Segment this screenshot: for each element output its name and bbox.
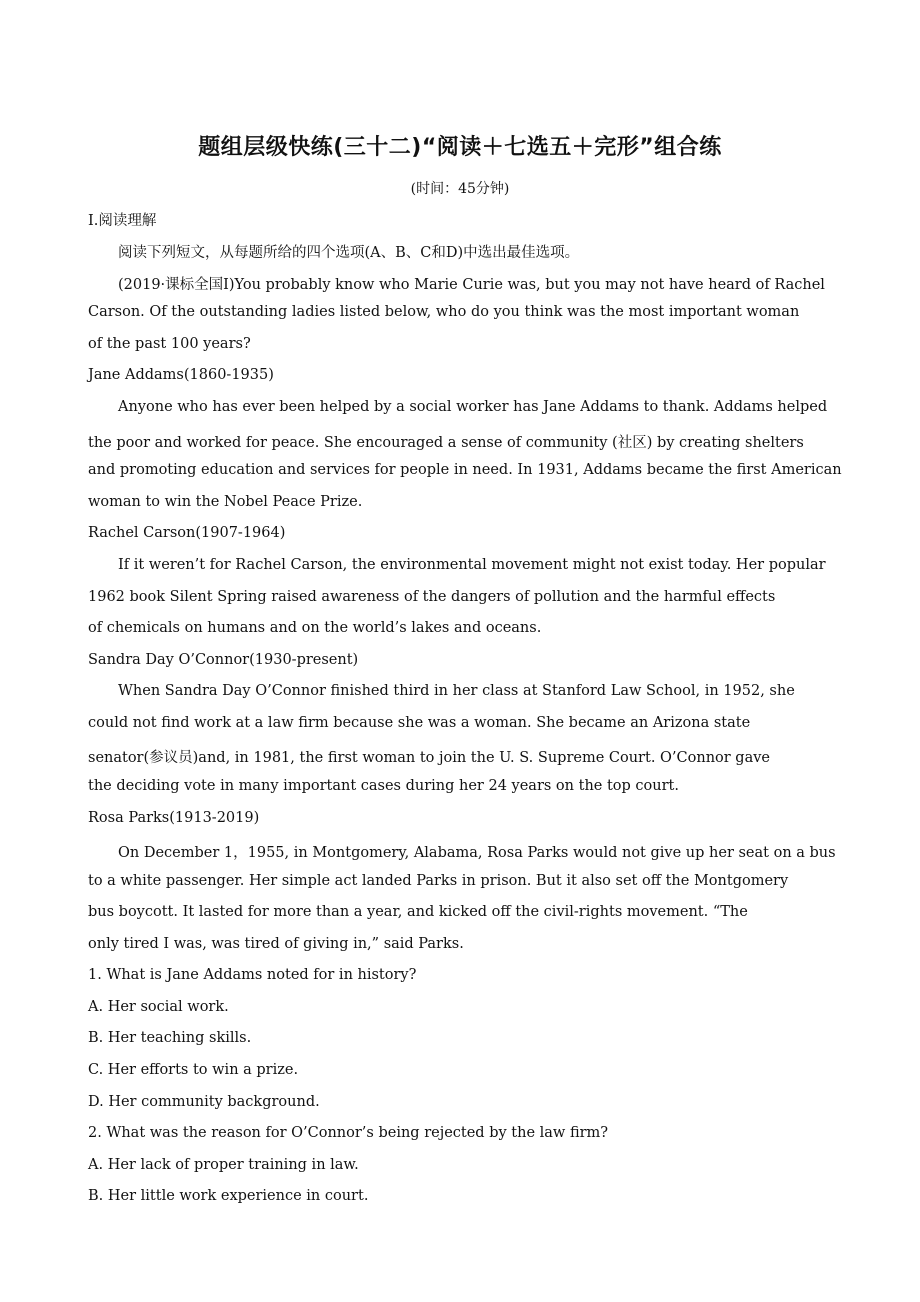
time-note: (时间：45分钟): [410, 181, 510, 197]
paragraph-line: On December 1，1955, in Montgomery, Alabama, Rosa Parks would not give up her seat on a bus: [118, 845, 836, 861]
page-title: 题组层级快练(三十二)“阅读＋七选五＋完形”组合练: [198, 135, 722, 160]
paragraph-line: 1962 book Silent Spring raised awareness of the dangers of pollution and the harmful effects: [88, 589, 776, 605]
question-option: C. Her efforts to win a prize.: [88, 1062, 299, 1078]
paragraph-line: of chemicals on humans and on the world’s lakes and oceans.: [88, 620, 542, 636]
question-option: D. Her community background.: [88, 1094, 320, 1110]
paragraph-line: to a white passenger. Her simple act landed Parks in prison. But it also set off the Montgomery: [88, 873, 789, 889]
section-heading-rachel-carson: Rachel Carson(1907-1964): [88, 525, 286, 541]
question-option: B. Her teaching skills.: [88, 1030, 252, 1046]
paragraph-line: the poor and worked for peace. She encouraged a sense of community (社区) by creating shelters: [88, 435, 804, 451]
passage-intro-line: (2019·课标全国Ⅰ)You probably know who Marie Curie was, but you may not have heard of Rachel: [118, 277, 825, 293]
question-option: A. Her lack of proper training in law.: [88, 1157, 359, 1173]
instructions: 阅读下列短文，从每题所给的四个选项(A、B、C和D)中选出最佳选项。: [118, 245, 580, 261]
section-heading-jane-addams: Jane Addams(1860-1935): [88, 367, 274, 383]
passage-intro-line: Carson. Of the outstanding ladies listed below, who do you think was the most important woman: [88, 304, 800, 320]
question-stem: 2. What was the reason for O’Connor’s being rejected by the law firm?: [88, 1125, 609, 1141]
question-stem: 1. What is Jane Addams noted for in history?: [88, 967, 417, 983]
paragraph-line: woman to win the Nobel Peace Prize.: [88, 494, 363, 510]
section-heading-rosa-parks: Rosa Parks(1913-2019): [88, 810, 260, 826]
section-heading: Ⅰ.阅读理解: [88, 213, 157, 229]
question-option: A. Her social work.: [88, 999, 229, 1015]
paragraph-line: When Sandra Day O’Connor finished third in her class at Stanford Law School, in 1952, she: [118, 683, 795, 699]
paragraph-line: bus boycott. It lasted for more than a year, and kicked off the civil-rights movement. “The: [88, 904, 748, 920]
paragraph-line: could not find work at a law firm because she was a woman. She became an Arizona state: [88, 715, 751, 731]
passage-intro-line: of the past 100 years?: [88, 336, 251, 352]
paragraph-line: Anyone who has ever been helped by a social worker has Jane Addams to thank. Addams helped: [118, 399, 828, 415]
paragraph-line: and promoting education and services for people in need. In 1931, Addams became the first American: [88, 462, 842, 478]
question-option: B. Her little work experience in court.: [88, 1188, 369, 1204]
paragraph-line: If it weren’t for Rachel Carson, the environmental movement might not exist today. Her popular: [118, 557, 826, 573]
section-heading-sandra-oconnor: Sandra Day O’Connor(1930-present): [88, 652, 359, 668]
paragraph-line: only tired I was, was tired of giving in,” said Parks.: [88, 936, 464, 952]
paragraph-line: the deciding vote in many important cases during her 24 years on the top court.: [88, 778, 679, 794]
paragraph-line: senator(参议员)and, in 1981, the first woman to join the U. S. Supreme Court. O’Connor gave: [88, 750, 771, 766]
